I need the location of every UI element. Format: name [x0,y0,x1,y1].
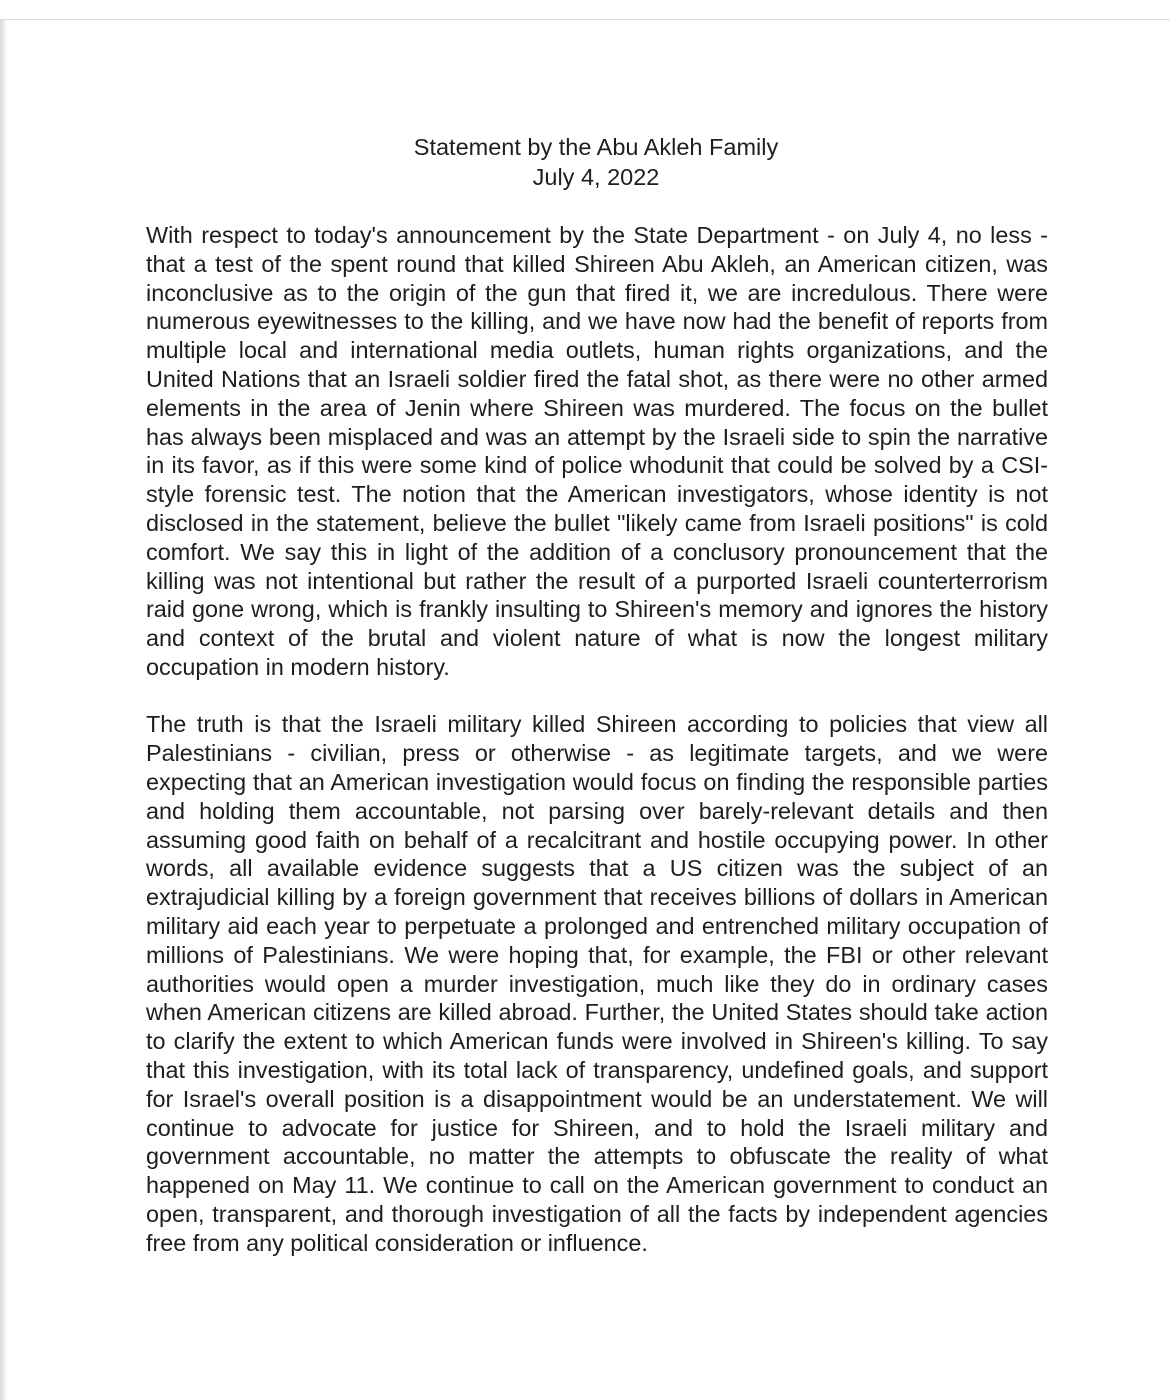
top-bar [0,0,1170,20]
paragraph-2: The truth is that the Israeli military killed Shireen according to policies that view all Palestinians - civilian, press or otherwise - as legitimate targets, and we were expecting that an American investigation would focus on finding the responsible parties and holding them accountable, not parsing over barely-relevant details and then assuming good faith on behalf of a recalcitrant and hostile occupying power. In other words, all available evidence suggests that a US citizen was the subject of an extrajudicial killing by a foreign government that receives billions of dollars in American military aid each year to perpetuate a prolonged and entrenched military occupation of millions of Palestinians. We were hoping that, for example, the FBI or other relevant authorities would open a murder investigation, much like they do in ordinary cases when American citizens are killed abroad. Further, the United States should take action to clarify the extent to which American funds were involved in Shireen's killing. To say that this investigation, with its total lack of transparency, undefined goals, and support for Israel's overall position is a disappointment would be an understatement. We will continue to advocate for justice for Shireen, and to hold the Israeli military and government accountable, no matter the attempts to obfuscate the reality of what happened on May 11. We continue to call on the American government to conduct an open, transparent, and thorough investigation of all the facts by independent agencies free from any political consideration or influence. [146,711,1048,1256]
statement-title: Statement by the Abu Akleh Family [413,134,779,160]
statement-body [146,221,1048,1257]
document-page [0,20,1170,1400]
paragraph-1: With respect to today's announcement by the State Department - on July 4, no less - that a test of the spent round that killed Shireen Abu Akleh, an American citizen, was inconclusive as to the origin of the gun that fired it, we are incredulous. There were numerous eyewitnesses to the killing, and we have now had the benefit of reports from multiple local and international media outlets, human rights organizations, and the United Nations that an Israeli soldier fired the fatal shot, as there were no other armed elements in the area of Jenin where Shireen was murdered. The focus on the bullet has always been misplaced and was an attempt by the Israeli side to spin the narrative in its favor, as if this were some kind of police whodunit that could be solved by a CSI-style forensic test. The notion that the American investigators, whose identity is not disclosed in the statement, believe the bullet "likely came from Israeli positions" is cold comfort. We say this in light of the addition of a conclusory pronouncement that the killing was not intentional but rather the result of a purported Israeli counterterrorism raid gone wrong, which is frankly insulting to Shireen's memory and ignores the history and context of the brutal and violent nature of what is now the longest military occupation in modern history. [146,222,1048,680]
statement-date: July 4, 2022 [532,164,660,190]
statement-header [0,132,1170,192]
